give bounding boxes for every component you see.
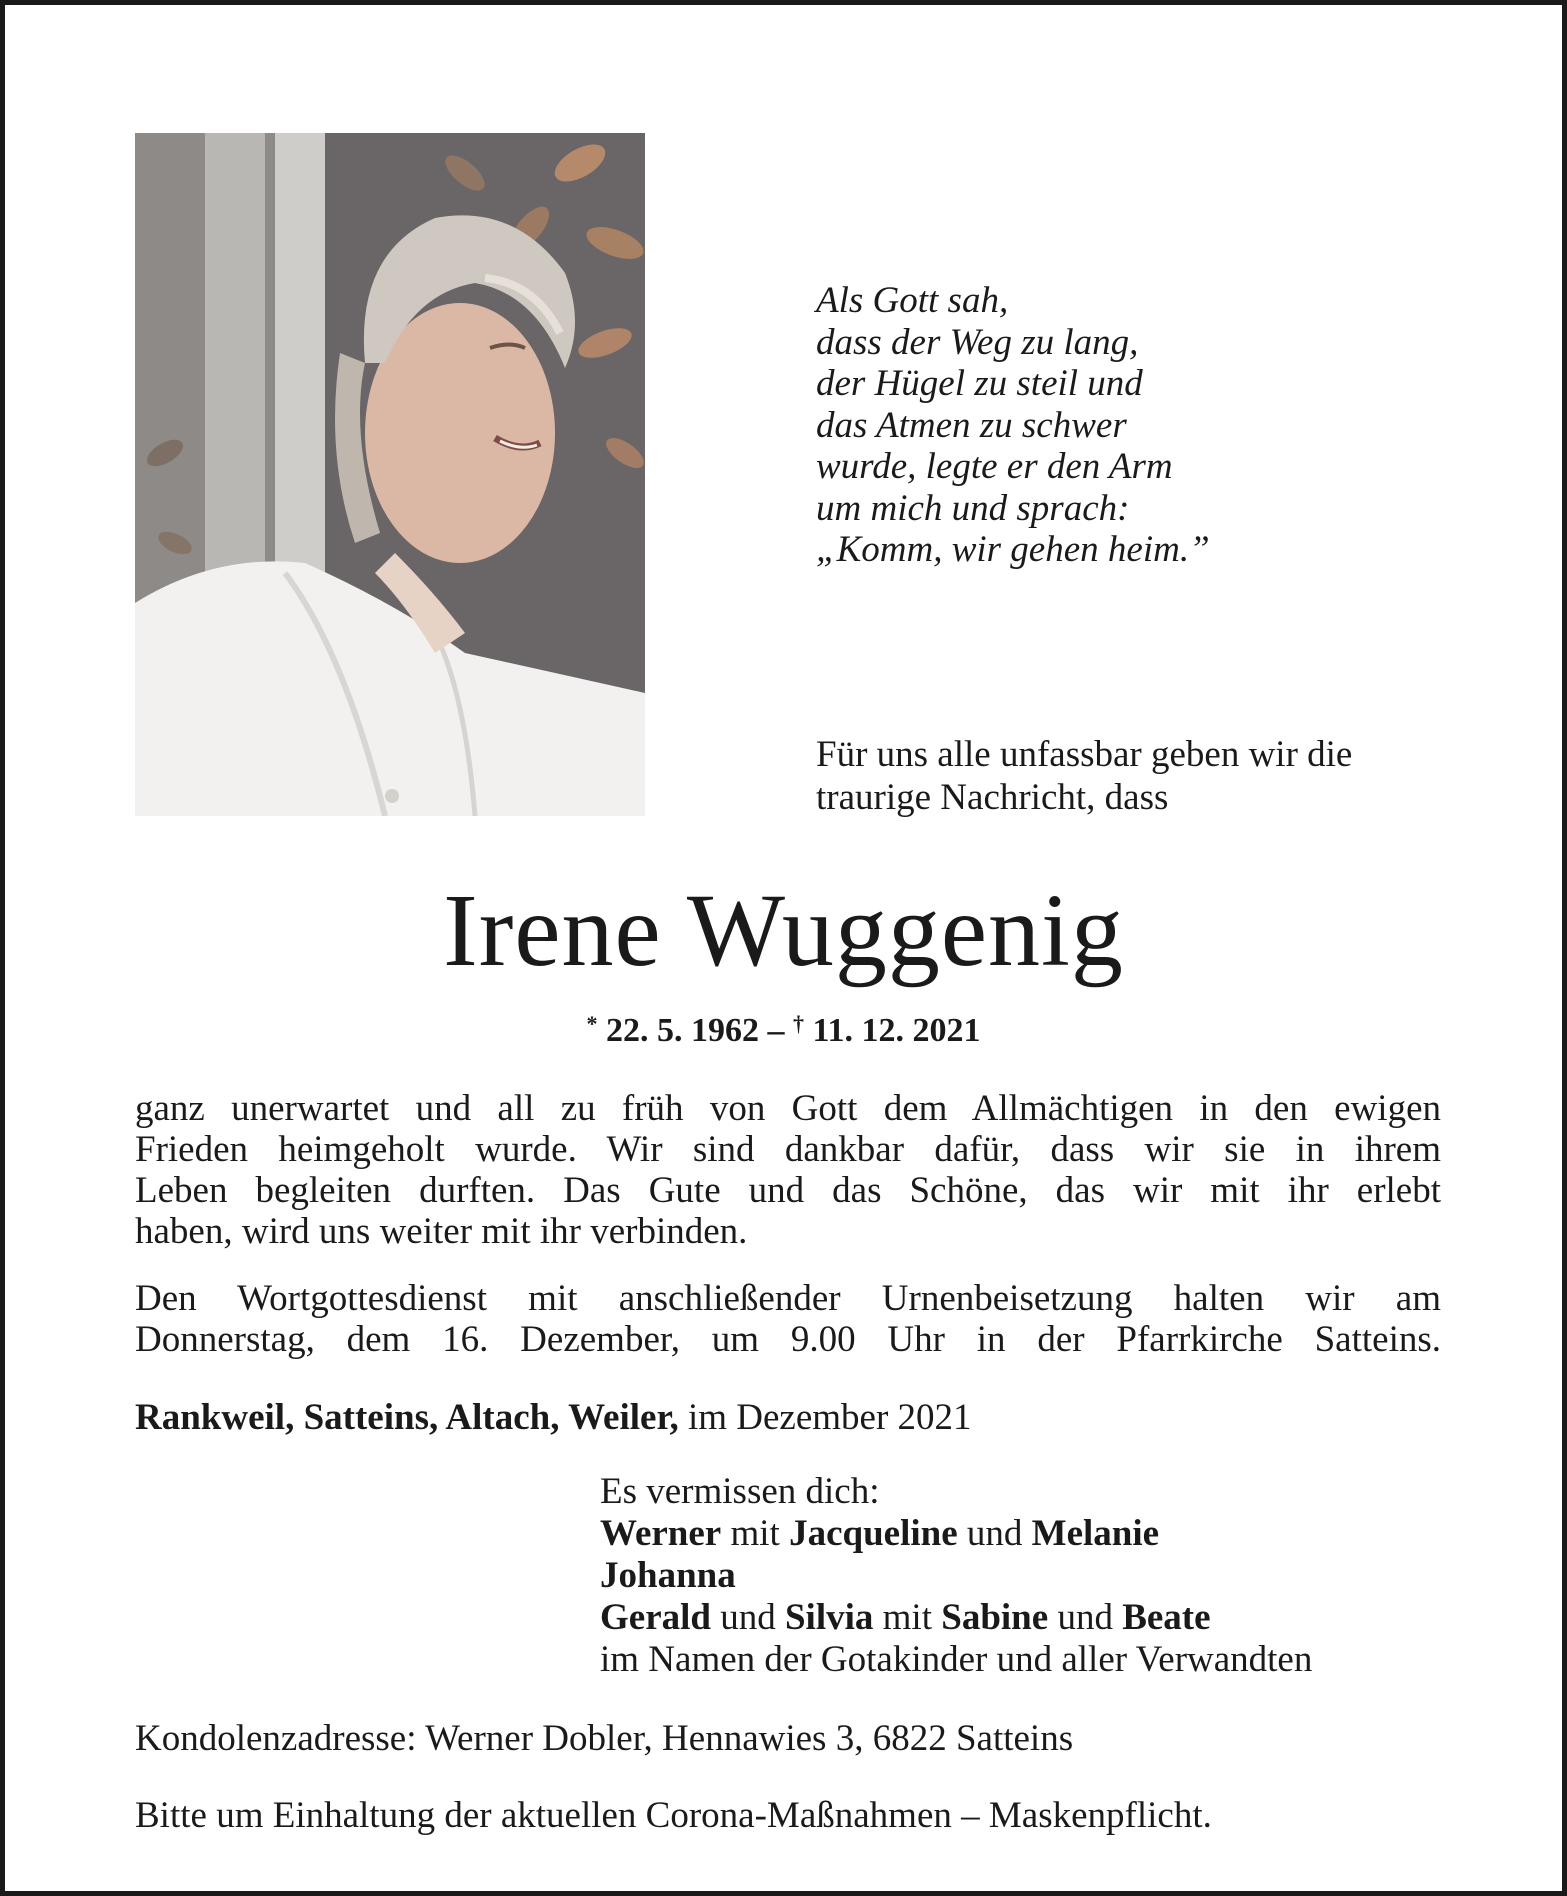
family-line-1 <box>600 1513 1312 1555</box>
family-name: Gerald <box>600 1597 711 1638</box>
date-separator: – <box>767 1012 785 1049</box>
death-symbol: † <box>792 1011 804 1036</box>
condolence-address: Kondolenzadresse: Werner Dobler, Hennawies 3, 6822 Satteins <box>135 1718 1074 1759</box>
places-locations: Rankweil, Satteins, Altach, Weiler, <box>135 1397 679 1438</box>
birth-symbol: * <box>586 1011 598 1036</box>
family-closing: im Namen der Gotakinder und aller Verwandten <box>600 1639 1313 1680</box>
family-connector: mit <box>730 1513 780 1554</box>
paragraph-line: haben, wird uns weiter mit ihr verbinden. <box>135 1211 748 1252</box>
death-date: 11. 12. 2021 <box>812 1012 981 1049</box>
family-name: Silvia <box>784 1597 874 1638</box>
family-name: Sabine <box>941 1597 1049 1638</box>
poem-line: um mich und sprach: <box>816 487 1130 529</box>
family-line-2 <box>600 1555 1312 1597</box>
intro-text <box>816 733 1476 819</box>
family-connector: und <box>1057 1597 1113 1638</box>
portrait-photo <box>135 133 645 816</box>
paragraph-announcement <box>135 1088 1441 1252</box>
poem-line: Als Gott sah, <box>816 280 1009 321</box>
paragraph-line: Leben begleiten durften. Das Gute und das Schöne, das wir mit ihr erlebt <box>135 1170 1441 1211</box>
family-signatures <box>600 1471 1312 1681</box>
intro-line: Für uns alle unfassbar geben wir die <box>816 734 1353 775</box>
family-connector: mit <box>882 1597 932 1638</box>
paragraph-line: Donnerstag, dem 16. Dezember, um 9.00 Uhr in der Pfarrkirche Satteins. <box>135 1319 1441 1360</box>
family-heading: Es vermissen dich: <box>600 1471 880 1512</box>
paragraph-line: Frieden heimgeholt wurde. Wir sind dankbar dafür, dass wir sie in ihrem <box>135 1129 1441 1170</box>
family-name: Melanie <box>1031 1513 1160 1554</box>
poem <box>816 280 1416 571</box>
poem-line: das Atmen zu schwer <box>816 404 1127 446</box>
paragraph-service <box>135 1278 1441 1360</box>
paragraph-line: ganz unerwartet und all zu früh von Gott dem Allmächtigen in den ewigen <box>135 1088 1441 1129</box>
family-name: Beate <box>1122 1597 1211 1638</box>
poem-line: „Komm, wir gehen heim.” <box>816 529 1210 570</box>
portrait-photo-illustration <box>135 133 645 816</box>
paragraph-line: Den Wortgottesdienst mit anschließender Urnenbeisetzung halten wir am <box>135 1278 1441 1319</box>
deceased-name: Irene Wuggenig <box>443 873 1124 988</box>
places-and-date <box>135 1397 972 1439</box>
life-dates <box>5 1004 1562 1051</box>
birth-date: 22. 5. 1962 <box>605 1012 759 1049</box>
family-connector: und <box>966 1513 1023 1554</box>
corona-notice: Bitte um Einhaltung der aktuellen Corona-Maßnahmen – Maskenpflicht. <box>135 1795 1212 1836</box>
poem-line: dass der Weg zu lang, <box>816 321 1139 363</box>
intro-line: traurige Nachricht, dass <box>816 777 1169 818</box>
poem-line: wurde, legte er den Arm <box>816 446 1173 487</box>
family-name: Johanna <box>600 1555 736 1596</box>
poem-line: der Hügel zu steil und <box>816 363 1143 404</box>
family-name: Jacqueline <box>789 1513 958 1554</box>
family-name: Werner <box>600 1513 722 1554</box>
places-date: im Dezember 2021 <box>687 1397 972 1438</box>
family-line-3 <box>600 1597 1312 1639</box>
family-connector: und <box>720 1597 776 1638</box>
